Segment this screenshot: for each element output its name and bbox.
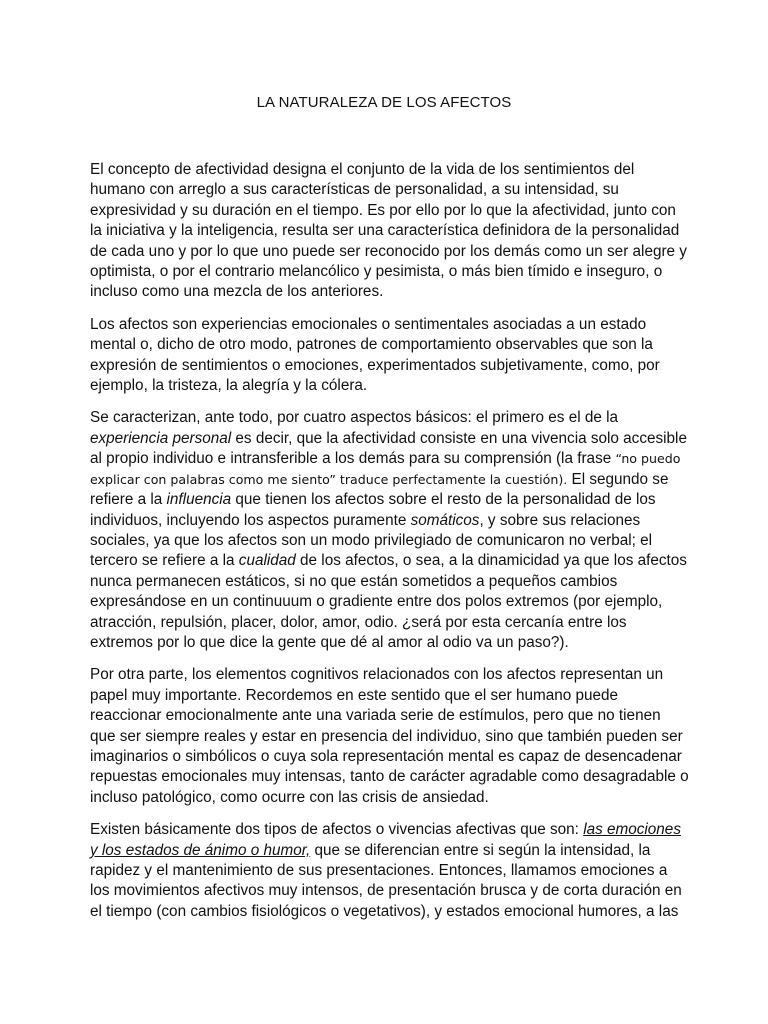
p3-text-1: Se caracterizan, ante todo, por cuatro aspectos básicos: el primero es el de la: [90, 409, 619, 427]
p3-text-2: es decir, que la afectividad consiste en una vivencia solo accesible al propio individuo e intransferible a los demás para su comprensión (la frase: [90, 429, 687, 468]
paragraph-4: Por otra parte, los elementos cognitivos relacionados con los afectos representan un papel muy importante. Recordemos en este sentido que el ser humano puede reaccionar emocionalmente ante una variada serie de estímulos, pero que no tienen que ser siempre reales y estar en presencia del individuo, sino que también pueden ser imaginarios o simbólicos o cuya sola representación mental es capaz de desencadenar repuestas emocionales muy intensas, tanto de carácter agradable como desagradable o incluso patológico, como ocurre con las crisis de ansiedad.: [90, 666, 689, 806]
p3-text-6: de los afectos, o sea, a la dinamicidad ya que los afectos nunca permanecen estáticos, si no que están sometidos a pequeños cambios expresándose en un continuuum o gradiente entre dos polos extremos (por ejemplo, atracción, repulsión, placer, dolor, amor, odio. ¿será por esta cercanía entre los extremos por lo que dice la gente que dé al amor al odio va un paso?).: [90, 552, 687, 651]
p3-text-4: que tienen los afectos sobre el resto de la personalidad de los individuos, incluyendo los aspectos puramente: [90, 491, 656, 529]
p3-text-5: , y sobre sus relaciones sociales, ya que los afectos son un modo privilegiado de comunicaron no verbal; el tercero se refiere a la: [90, 511, 653, 570]
paragraph-5: [90, 820, 690, 922]
p3-emphasis-influencia: influencia: [166, 491, 232, 509]
p3-quote: “no puedo explicar con palabras como me siento” traduce perfectamente la cuestión).: [90, 451, 681, 487]
paragraph-2: Los afectos son experiencias emocionales o sentimentales asociadas a un estado mental o, dicho de otro modo, patrones de comportamiento observables que son la expresión de sentimientos o emociones, experimentados subjetivamente, como, por ejemplo, la tristeza, la alegría y la cólera.: [90, 315, 660, 395]
document-title: LA NATURALEZA DE LOS AFECTOS: [256, 94, 512, 111]
paragraph-3: [90, 408, 690, 653]
p5-text-2: que se diferencian entre si según la intensidad, la rapidez y el mantenimiento de sus presentaciones. Entonces, llamamos emociones a los movimientos afectivos muy intensos, de presentación brusca y de corta duración en el tiempo (con cambios fisiológicos o vegetativos), y estados emocional humores, a las: [90, 841, 682, 920]
p3-emphasis-somaticos: somáticos: [410, 511, 480, 529]
p5-text-1: Existen básicamente dos tipos de afectos o vivencias afectivas que son:: [90, 821, 584, 839]
p3-emphasis-cualidad: cualidad: [238, 552, 296, 570]
p3-emphasis-experiencia: experiencia personal: [90, 429, 232, 447]
p3-text-3: El segundo se refiere a la: [90, 470, 669, 509]
p5-underlined-emphasis: las emociones y los estados de ánimo o humor,: [90, 821, 681, 859]
document-body: [90, 160, 690, 934]
paragraph-1: El concepto de afectividad designa el conjunto de la vida de los sentimientos del humano con arreglo a sus características de personalidad, a su intensidad, su expresividad y su duración en el tiempo. Es por ello por lo que la afectividad, junto con la iniciativa y la inteligencia, resulta ser una característica definidora de la personalidad de cada uno y por lo que uno puede ser reconocido por los demás como un ser alegre y optimista, o por el contrario melancólico y pesimista, o más bien tímido e inseguro, o incluso como una mezcla de los anteriores.: [90, 161, 687, 301]
